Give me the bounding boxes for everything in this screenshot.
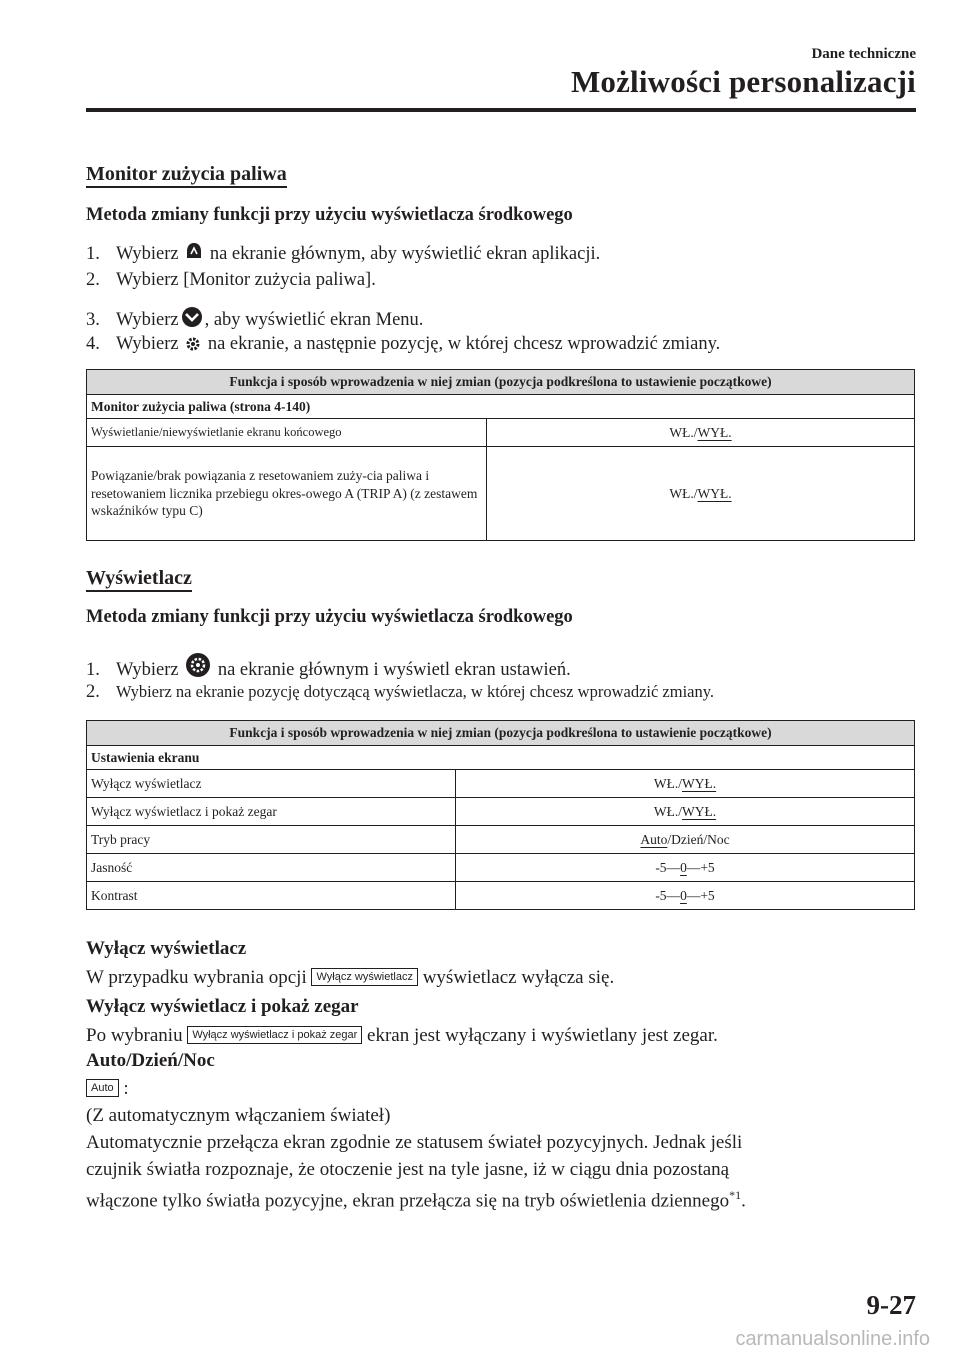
row-label: Kontrast: [87, 882, 456, 910]
note-auto-line1: (Z automatycznym włączaniem świateł): [86, 1105, 391, 1126]
row-value: WŁ./WYŁ.: [487, 447, 915, 541]
settings-icon: [185, 652, 211, 684]
fuel-section-title: Monitor zużycia paliwa: [86, 163, 287, 186]
clock-button-label: Wyłącz wyświetlacz i pokaż zegar: [187, 1026, 362, 1044]
table-header: Funkcja i sposób wprowadzenia w niej zmian (pozycja podkreślona to ustawienie początkowe): [87, 721, 915, 746]
note-clock-title: Wyłącz wyświetlacz i pokaż zegar: [86, 996, 359, 1017]
gear-icon: [185, 336, 201, 358]
auto-button-label: Auto: [86, 1079, 119, 1097]
table-row: [87, 854, 915, 882]
header-rule: [86, 108, 916, 112]
off-button-label: Wyłącz wyświetlacz: [311, 968, 417, 986]
table-subheader: Ustawienia ekranu: [87, 745, 915, 770]
note-clock-text: Po wybraniu Wyłącz wyświetlacz i pokaż zegar ekran jest wyłączany i wyświetlany jest zegar.: [86, 1025, 718, 1046]
fuel-step-3: 3. Wybierz , aby wyświetlić ekran Menu.: [86, 306, 423, 334]
page-number: 9-27: [866, 1290, 916, 1320]
table-header: Funkcja i sposób wprowadzenia w niej zmian (pozycja podkreślona to ustawienie początkowe): [87, 370, 915, 395]
table-row: [87, 798, 915, 826]
note-auto-line3: czujnik światła rozpoznaje, że otoczenie jest na tyle jasne, iż w ciągu dnia pozostaną: [86, 1159, 730, 1180]
section-label: Dane techniczne: [811, 46, 916, 62]
display-section-title: Wyświetlacz: [86, 567, 192, 590]
row-label: Wyłącz wyświetlacz: [87, 770, 456, 798]
fuel-step-1: 1. Wybierz na ekranie głównym, aby wyświetlić ekran aplikacji.: [86, 242, 600, 268]
row-value: -5—0—+5: [456, 854, 915, 882]
row-label: Powiązanie/brak powiązania z resetowaniem zuży-cia paliwa i resetowaniem licznika przebiegu okres-owego A (TRIP A) (z zestawem wskaźników typu C): [87, 447, 487, 541]
fuel-step-2: 2. Wybierz [Monitor zużycia paliwa].: [86, 270, 376, 290]
row-label: Tryb pracy: [87, 826, 456, 854]
note-auto-title: Auto/Dzień/Noc: [86, 1050, 215, 1071]
fuel-step-4: 4. Wybierz na ekranie, a następnie pozycję, w której chcesz wprowadzić zmiany.: [86, 334, 720, 358]
table-row: [87, 419, 915, 447]
table-subheader: Monitor zużycia paliwa (strona 4-140): [87, 394, 915, 419]
row-label: Wyświetlanie/niewyświetlanie ekranu końcowego: [87, 419, 487, 447]
note-off-title: Wyłącz wyświetlacz: [86, 938, 247, 959]
note-auto-line2: Automatycznie przełącza ekran zgodnie ze statusem świateł pozycyjnych. Jednak jeśli: [86, 1132, 743, 1153]
row-value: -5—0—+5: [456, 882, 915, 910]
row-value: WŁ./WYŁ.: [456, 798, 915, 826]
row-label: Jasność: [87, 854, 456, 882]
note-auto-line4: włączone tylko światła pozycyjne, ekran przełącza się na tryb oświetlenia dziennego$^{*1}$.: [86, 1188, 746, 1212]
row-value: WŁ./WYŁ.: [456, 770, 915, 798]
page-title: Możliwości personalizacji: [570, 64, 916, 99]
row-value: Auto/Dzień/Noc: [456, 826, 915, 854]
fuel-settings-table: [86, 369, 915, 541]
menu-chevron-icon: [181, 306, 203, 334]
fuel-method-heading: Metoda zmiany funkcji przy użyciu wyświetlacza środkowego: [86, 205, 573, 225]
note-off-text: W przypadku wybrania opcji Wyłącz wyświetlacz wyświetlacz wyłącza się.: [86, 967, 615, 988]
watermark: carmanualsonline.info: [735, 1328, 930, 1350]
table-row: [87, 882, 915, 910]
row-label: Wyłącz wyświetlacz i pokaż zegar: [87, 798, 456, 826]
display-method-heading: Metoda zmiany funkcji przy użyciu wyświetlacza środkowego: [86, 607, 573, 627]
table-row: [87, 770, 915, 798]
display-step-1: 1. Wybierz na ekranie głównym i wyświetl ekran ustawień.: [86, 652, 571, 684]
table-row: [87, 447, 915, 541]
table-row: [87, 826, 915, 854]
note-auto-btn-line: Auto :: [86, 1078, 129, 1100]
display-settings-table: [86, 720, 915, 910]
app-icon: [185, 242, 203, 268]
display-step-2: 2. Wybierz na ekranie pozycję dotyczącą wyświetlacza, w której chcesz wprowadzić zmiany.: [86, 682, 715, 702]
row-value: WŁ./WYŁ.: [487, 419, 915, 447]
